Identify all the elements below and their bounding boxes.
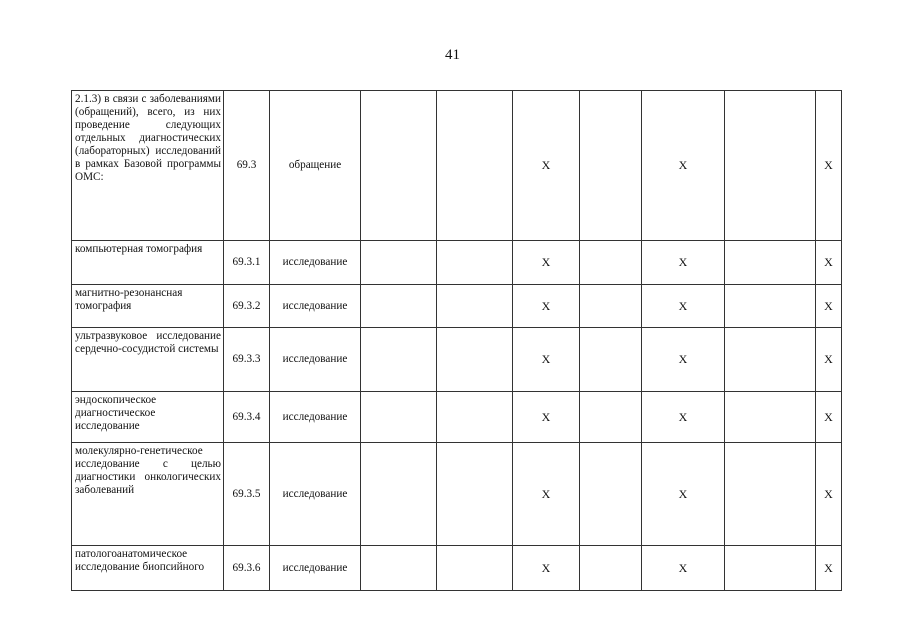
- empty-cell: [361, 546, 437, 591]
- x-mark-cell: X: [513, 392, 580, 443]
- empty-cell: [361, 241, 437, 285]
- x-mark-cell: X: [513, 91, 580, 241]
- row-unit: исследование: [270, 546, 361, 591]
- empty-cell: [725, 392, 816, 443]
- row-name-cell: [72, 285, 224, 328]
- row-code: 69.3: [224, 91, 270, 241]
- empty-cell: [580, 241, 642, 285]
- x-mark-cell: X: [642, 546, 725, 591]
- x-mark-cell: X: [816, 392, 842, 443]
- x-mark-cell: X: [816, 443, 842, 546]
- row-code: 69.3.2: [224, 285, 270, 328]
- row-code: 69.3.4: [224, 392, 270, 443]
- x-mark-cell: X: [816, 241, 842, 285]
- empty-cell: [361, 328, 437, 392]
- row-unit: исследование: [270, 443, 361, 546]
- x-mark-cell: X: [642, 241, 725, 285]
- empty-cell: [437, 328, 513, 392]
- empty-cell: [580, 328, 642, 392]
- row-name: ультразвуковое исследование сердечно-сосудистой системы: [75, 330, 221, 355]
- empty-cell: [580, 91, 642, 241]
- row-code: 69.3.3: [224, 328, 270, 392]
- x-mark-cell: X: [513, 328, 580, 392]
- row-name-cell: [72, 546, 224, 591]
- empty-cell: [361, 285, 437, 328]
- table-row: [72, 91, 842, 241]
- empty-cell: [437, 392, 513, 443]
- x-mark-cell: X: [816, 546, 842, 591]
- row-unit: обращение: [270, 91, 361, 241]
- row-name: 2.1.3) в связи с заболеваниями (обращений), всего, из них проведение следующих отдельных диагностических (лабораторных) исследований в рамках Базовой программы ОМС:: [75, 93, 221, 183]
- empty-cell: [580, 285, 642, 328]
- row-name-cell: [72, 443, 224, 546]
- empty-cell: [437, 91, 513, 241]
- x-mark-cell: X: [642, 392, 725, 443]
- empty-cell: [725, 546, 816, 591]
- page-number: 41: [445, 47, 460, 63]
- row-unit: исследование: [270, 285, 361, 328]
- empty-cell: [580, 443, 642, 546]
- empty-cell: [725, 91, 816, 241]
- empty-cell: [725, 443, 816, 546]
- empty-cell: [580, 546, 642, 591]
- x-mark-cell: X: [513, 241, 580, 285]
- table-row: [72, 328, 842, 392]
- table-row: [72, 392, 842, 443]
- x-mark-cell: X: [642, 285, 725, 328]
- x-mark-cell: X: [513, 443, 580, 546]
- row-name-cell: [72, 241, 224, 285]
- empty-cell: [437, 241, 513, 285]
- table-row: [72, 241, 842, 285]
- x-mark-cell: X: [642, 91, 725, 241]
- row-name: эндоскопическое диагностическое исследование: [75, 394, 157, 432]
- table-row: [72, 285, 842, 328]
- empty-cell: [725, 328, 816, 392]
- x-mark-cell: X: [816, 285, 842, 328]
- row-code: 69.3.1: [224, 241, 270, 285]
- row-name: компьютерная томография: [75, 243, 203, 255]
- empty-cell: [580, 392, 642, 443]
- row-unit: исследование: [270, 328, 361, 392]
- x-mark-cell: X: [513, 546, 580, 591]
- x-mark-cell: X: [816, 91, 842, 241]
- row-name: молекулярно-генетическое исследование с целью диагностики онкологических заболеваний: [75, 445, 221, 496]
- row-name: патологоанатомическое исследование биопсийного: [75, 548, 205, 573]
- x-mark-cell: X: [642, 443, 725, 546]
- empty-cell: [437, 546, 513, 591]
- row-name-cell: [72, 91, 224, 241]
- table-row: [72, 443, 842, 546]
- row-name-cell: [72, 328, 224, 392]
- table-row: [72, 546, 842, 591]
- empty-cell: [361, 91, 437, 241]
- data-table: [71, 90, 842, 591]
- row-unit: исследование: [270, 241, 361, 285]
- row-code: 69.3.5: [224, 443, 270, 546]
- row-unit: исследование: [270, 392, 361, 443]
- row-code: 69.3.6: [224, 546, 270, 591]
- empty-cell: [437, 443, 513, 546]
- row-name-cell: [72, 392, 224, 443]
- empty-cell: [437, 285, 513, 328]
- empty-cell: [725, 241, 816, 285]
- x-mark-cell: X: [816, 328, 842, 392]
- empty-cell: [361, 443, 437, 546]
- empty-cell: [725, 285, 816, 328]
- row-name: магнитно-резонансная томография: [75, 287, 183, 312]
- x-mark-cell: X: [513, 285, 580, 328]
- empty-cell: [361, 392, 437, 443]
- x-mark-cell: X: [642, 328, 725, 392]
